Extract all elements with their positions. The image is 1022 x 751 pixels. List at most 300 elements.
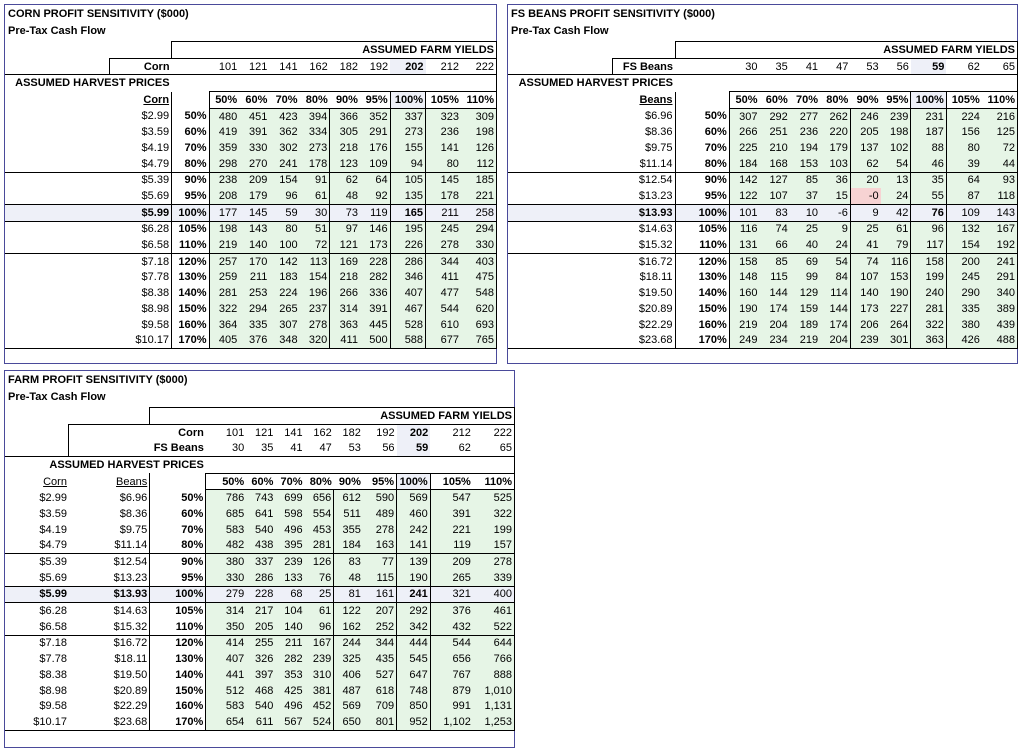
yield-value: 162	[305, 424, 334, 440]
profit-value: 225	[729, 140, 759, 156]
profit-value: 169	[330, 253, 360, 269]
profit-value: 278	[426, 237, 461, 253]
harvest-price: $5.39	[109, 172, 171, 188]
profit-value: 407	[206, 651, 246, 667]
profit-value: 115	[760, 270, 790, 286]
harvest-price: $3.59	[141, 126, 170, 139]
harvest-price: $19.50	[638, 287, 673, 300]
bean-harvest-price: $18.11	[114, 653, 148, 666]
blank-cell	[275, 457, 304, 474]
bean-harvest-price: $13.93	[69, 586, 150, 603]
profit-value: 265	[269, 301, 299, 317]
profit-value: 165	[390, 204, 425, 221]
prices-header-row	[508, 75, 1018, 92]
profit-value: 183	[269, 270, 299, 286]
profit-value: 400	[473, 586, 515, 603]
profit-value: 292	[760, 108, 790, 124]
profit-value: 350	[206, 619, 246, 635]
profit-value: 40	[790, 237, 820, 253]
profit-value: 208	[209, 188, 239, 204]
yield-pct-header: 100%	[397, 473, 431, 490]
yield-pct-header: 95%	[363, 473, 397, 490]
profit-value: 192	[982, 237, 1018, 253]
corn-harvest-price: $6.28	[5, 603, 69, 619]
profit-value: 612	[334, 490, 363, 506]
profit-value: 540	[246, 698, 275, 714]
profit-value: 39	[946, 156, 981, 172]
profit-value: 42	[881, 204, 911, 221]
profit-value: 241	[982, 253, 1018, 269]
profit-value: 107	[850, 270, 880, 286]
profit-value: 220	[820, 124, 850, 140]
table-row	[5, 506, 515, 522]
corn-harvest-price: $5.39	[5, 554, 69, 570]
profit-value: 190	[881, 285, 911, 301]
profit-value: 767	[430, 667, 473, 683]
yield-pct-header: 60%	[246, 473, 275, 490]
profit-value: 620	[461, 301, 497, 317]
profit-value: 389	[982, 301, 1018, 317]
yield-pct-header: 110%	[473, 473, 515, 490]
profit-value: 154	[269, 172, 299, 188]
bean-harvest-price: $23.68	[69, 714, 150, 730]
yield-value: 47	[305, 440, 334, 456]
corn-harvest-price: $3.59	[39, 507, 67, 520]
profit-value: 363	[911, 332, 946, 348]
profit-value: 83	[760, 204, 790, 221]
profit-value: 403	[461, 253, 497, 269]
profit-value: 66	[760, 237, 790, 253]
profit-value: 291	[360, 124, 390, 140]
profit-value: 228	[360, 253, 390, 269]
blank-cell	[109, 42, 171, 59]
profit-value: 101	[729, 204, 759, 221]
blank-cell	[5, 253, 109, 269]
profit-value: 125	[982, 124, 1018, 140]
profit-value: 298	[209, 156, 239, 172]
profit-value: 122	[334, 603, 363, 619]
assumed-yields-header: ASSUMED FARM YIELDS	[675, 42, 1018, 59]
profit-value: 330	[239, 140, 269, 156]
profit-value: 41	[850, 237, 880, 253]
blank-cell	[473, 457, 515, 474]
yield-value: 101	[206, 424, 246, 440]
profit-value: 141	[397, 538, 431, 554]
profit-value: 30	[300, 204, 330, 221]
yields-header-row	[5, 42, 497, 59]
profit-value: 131	[729, 237, 759, 253]
profit-value: 81	[334, 586, 363, 603]
blank-cell	[850, 75, 880, 92]
blank-cell	[5, 237, 109, 253]
profit-value: 339	[473, 570, 515, 586]
profit-value: 1,010	[473, 683, 515, 699]
profit-value: 322	[473, 506, 515, 522]
harvest-price: $6.28	[109, 221, 171, 237]
blank-cell	[206, 457, 246, 474]
yield-value: 62	[430, 440, 473, 456]
blank-cell	[150, 473, 206, 490]
profit-value: 219	[209, 237, 239, 253]
profit-value: 103	[820, 156, 850, 172]
profit-value: 153	[790, 156, 820, 172]
profit-value: 211	[239, 270, 269, 286]
yield-value: 121	[239, 58, 269, 75]
profit-value: 240	[911, 285, 946, 301]
profit-value: 245	[946, 270, 981, 286]
blank-cell	[508, 156, 612, 172]
corn-sensitivity-panel	[4, 4, 497, 364]
profit-value: 194	[790, 140, 820, 156]
harvest-price: $13.93	[612, 204, 675, 221]
profit-value: 157	[473, 538, 515, 554]
price-pct: 80%	[675, 156, 729, 172]
profit-value: 255	[246, 635, 275, 651]
profit-value: 226	[390, 237, 425, 253]
blank-cell	[508, 172, 612, 188]
price-pct: 60%	[675, 124, 729, 140]
profit-value: 142	[269, 253, 299, 269]
profit-value: 237	[300, 301, 330, 317]
profit-value: 336	[360, 285, 390, 301]
table-row	[5, 570, 515, 586]
table-row	[508, 124, 1018, 140]
profit-value: 270	[239, 156, 269, 172]
profit-value: 569	[334, 698, 363, 714]
profit-value: 286	[390, 253, 425, 269]
bean-yields-row	[5, 440, 515, 456]
farm-panel-title: FARM PROFIT SENSITIVITY ($000)	[8, 374, 188, 386]
profit-value: 135	[390, 188, 425, 204]
blank-cell	[790, 75, 820, 92]
price-pct: 130%	[675, 270, 729, 286]
profit-value: 253	[239, 285, 269, 301]
table-row	[5, 172, 497, 188]
blank-cell	[508, 42, 612, 59]
profit-value: 291	[982, 270, 1018, 286]
profit-value: 109	[946, 204, 981, 221]
price-pct: 100%	[150, 586, 206, 603]
profit-value: 132	[946, 221, 981, 237]
profit-value: 850	[397, 698, 431, 714]
profit-value: 656	[305, 490, 334, 506]
profit-value: 162	[334, 619, 363, 635]
table-row	[508, 285, 1018, 301]
profit-value: 610	[426, 317, 461, 333]
profit-value: 221	[461, 188, 497, 204]
yield-pct-header: 50%	[206, 473, 246, 490]
profit-value: 48	[330, 188, 360, 204]
profit-value: 179	[820, 140, 850, 156]
profit-value: 122	[729, 188, 759, 204]
profit-value: 158	[729, 253, 759, 269]
profit-value: 105	[390, 172, 425, 188]
profit-value: 323	[426, 108, 461, 124]
profit-value: 178	[300, 156, 330, 172]
profit-value: 96	[269, 188, 299, 204]
price-pct: 50%	[675, 108, 729, 124]
profit-value: 219	[729, 317, 759, 333]
profit-value: 217	[246, 603, 275, 619]
table-row	[5, 317, 497, 333]
blank-cell	[5, 408, 69, 425]
yield-value: 182	[330, 58, 360, 75]
profit-value: 185	[461, 172, 497, 188]
blank-cell	[390, 75, 425, 92]
blank-cell	[508, 58, 612, 75]
profit-value: 426	[946, 332, 981, 348]
profit-value: 184	[334, 538, 363, 554]
profit-value: 310	[305, 667, 334, 683]
profit-value: 84	[820, 270, 850, 286]
yield-pct-header: 90%	[330, 92, 360, 109]
yield-value: 101	[209, 58, 239, 75]
profit-value: 266	[330, 285, 360, 301]
profit-value: 87	[946, 188, 981, 204]
blank-cell	[5, 124, 109, 140]
yield-pct-header: 110%	[982, 92, 1018, 109]
table-row	[5, 651, 515, 667]
table-row	[5, 586, 515, 603]
profit-value: 355	[334, 522, 363, 538]
profit-value: 143	[239, 221, 269, 237]
table-row	[508, 108, 1018, 124]
price-pct: 150%	[675, 301, 729, 317]
price-pct: 70%	[172, 140, 209, 156]
profit-value: 511	[334, 506, 363, 522]
profit-value: 221	[430, 522, 473, 538]
yield-pct-header: 110%	[461, 92, 497, 109]
blank-cell	[508, 188, 612, 204]
profit-value: 102	[881, 140, 911, 156]
profit-value: 104	[275, 603, 304, 619]
profit-value: 25	[305, 586, 334, 603]
yields-values-row	[508, 58, 1018, 75]
profit-value: 407	[390, 285, 425, 301]
profit-value: 654	[206, 714, 246, 730]
profit-value: 196	[300, 285, 330, 301]
profit-value: 337	[246, 554, 275, 570]
price-pct: 105%	[172, 221, 209, 237]
price-pct: 105%	[675, 221, 729, 237]
price-pct: 90%	[150, 554, 206, 570]
profit-value: 242	[397, 522, 431, 538]
price-pct: 60%	[150, 506, 206, 522]
yields-values-row	[5, 58, 497, 75]
price-pct: 170%	[172, 332, 209, 348]
beans-sensitivity-table	[508, 41, 1018, 349]
table-row	[508, 172, 1018, 188]
profit-value: 590	[363, 490, 397, 506]
harvest-price: $8.38	[141, 287, 170, 300]
bean-harvest-price: $6.96	[119, 492, 148, 505]
profit-value: 525	[473, 490, 515, 506]
profit-value: 200	[946, 253, 981, 269]
blank-cell	[508, 140, 612, 156]
table-row	[5, 124, 497, 140]
profit-value: 167	[982, 221, 1018, 237]
profit-value: 547	[430, 490, 473, 506]
profit-value: 140	[275, 619, 304, 635]
profit-value: 118	[982, 188, 1018, 204]
profit-value: 335	[239, 317, 269, 333]
harvest-price: $18.11	[639, 271, 673, 284]
profit-value: 72	[300, 237, 330, 253]
yield-pct-header: 50%	[729, 92, 759, 109]
blank-cell	[508, 301, 612, 317]
harvest-price: $20.89	[638, 302, 673, 315]
profit-value: 540	[246, 522, 275, 538]
blank-cell	[426, 75, 461, 92]
profit-value: 177	[209, 204, 239, 221]
yield-value: 56	[881, 58, 911, 75]
bean-harvest-price: $22.29	[113, 700, 148, 713]
yield-pct-header: 100%	[911, 92, 946, 109]
blank-cell	[461, 75, 497, 92]
profit-value: 116	[729, 221, 759, 237]
table-row	[508, 140, 1018, 156]
blank-cell	[508, 332, 612, 348]
blank-cell	[363, 457, 397, 474]
table-row	[5, 698, 515, 714]
yield-value: 59	[397, 440, 431, 456]
profit-value: 281	[911, 301, 946, 317]
yield-pct-header: 60%	[239, 92, 269, 109]
profit-value: 432	[430, 619, 473, 635]
yield-value: 192	[363, 424, 397, 440]
blank-cell	[5, 204, 109, 221]
harvest-price: $6.96	[644, 110, 673, 123]
corn-price-column-label: Corn	[43, 475, 67, 488]
price-pct: 100%	[172, 204, 209, 221]
profit-value: 155	[390, 140, 425, 156]
profit-value: 218	[330, 140, 360, 156]
profit-value: 187	[911, 124, 946, 140]
blank-cell	[5, 172, 109, 188]
profit-value: 44	[982, 156, 1018, 172]
blank-cell	[305, 457, 334, 474]
profit-value: 344	[426, 253, 461, 269]
yield-value: 47	[820, 58, 850, 75]
profit-value: 62	[330, 172, 360, 188]
harvest-price: $9.58	[141, 318, 170, 331]
bean-harvest-price: $20.89	[113, 684, 148, 697]
profit-value: 173	[850, 301, 880, 317]
profit-value: 218	[330, 270, 360, 286]
profit-value: 92	[360, 188, 390, 204]
profit-value: 62	[850, 156, 880, 172]
profit-value: 273	[300, 140, 330, 156]
profit-value: 488	[982, 332, 1018, 348]
table-row	[5, 538, 515, 554]
blank-cell	[508, 204, 612, 221]
pct-header-row	[5, 92, 497, 109]
table-row	[508, 188, 1018, 204]
profit-value: 76	[911, 204, 946, 221]
profit-value: 482	[206, 538, 246, 554]
profit-value: 163	[363, 538, 397, 554]
table-row	[508, 156, 1018, 172]
profit-value: 528	[390, 317, 425, 333]
yield-value: 162	[300, 58, 330, 75]
profit-value: 80	[946, 140, 981, 156]
yield-pct-header: 105%	[430, 473, 473, 490]
prices-header-row	[5, 75, 497, 92]
profit-value: 64	[360, 172, 390, 188]
profit-value: 72	[982, 140, 1018, 156]
yields-header-row	[5, 408, 515, 425]
profit-value: 380	[946, 317, 981, 333]
bean-harvest-price: $15.32	[113, 620, 148, 633]
profit-value: 879	[430, 683, 473, 699]
profit-value: 198	[209, 221, 239, 237]
profit-value: 301	[881, 332, 911, 348]
blank-cell	[5, 301, 109, 317]
profit-value: 477	[426, 285, 461, 301]
profit-value: 179	[239, 188, 269, 204]
blank-cell	[5, 317, 109, 333]
table-row	[5, 635, 515, 651]
yield-value: 202	[390, 58, 425, 75]
blank-cell	[5, 188, 109, 204]
profit-value: 73	[330, 204, 360, 221]
profit-value: 227	[881, 301, 911, 317]
bean-harvest-price: $12.54	[69, 554, 150, 570]
blank-cell	[246, 457, 275, 474]
profit-value: 199	[911, 270, 946, 286]
profit-value: 445	[360, 317, 390, 333]
profit-value: 69	[790, 253, 820, 269]
profit-value: 173	[360, 237, 390, 253]
profit-value: 452	[305, 698, 334, 714]
blank-cell	[300, 75, 330, 92]
harvest-price: $13.23	[638, 190, 673, 203]
profit-value: 156	[946, 124, 981, 140]
table-row	[5, 285, 497, 301]
profit-value: 61	[305, 603, 334, 619]
profit-value: 588	[390, 332, 425, 348]
harvest-price: $23.68	[612, 332, 675, 348]
corn-harvest-price: $4.79	[39, 539, 67, 552]
blank-cell	[508, 285, 612, 301]
profit-value: 249	[729, 332, 759, 348]
corn-harvest-price: $5.99	[5, 586, 69, 603]
harvest-price: $8.98	[141, 302, 170, 315]
blank-cell	[172, 75, 209, 92]
blank-cell	[508, 317, 612, 333]
profit-value: -0	[850, 188, 880, 204]
profit-value: 321	[430, 586, 473, 603]
profit-value: 224	[946, 108, 981, 124]
profit-value: 161	[363, 586, 397, 603]
profit-value: 353	[275, 667, 304, 683]
profit-value: 991	[430, 698, 473, 714]
blank-cell	[239, 75, 269, 92]
table-row	[5, 667, 515, 683]
crop-label: Corn	[69, 424, 206, 440]
blank-cell	[5, 424, 69, 440]
profit-value: 475	[461, 270, 497, 286]
profit-value: 146	[360, 221, 390, 237]
profit-value: 496	[275, 698, 304, 714]
yield-pct-header: 100%	[390, 92, 425, 109]
profit-value: 693	[461, 317, 497, 333]
crop-label: FS Beans	[69, 440, 206, 456]
profit-value: 405	[209, 332, 239, 348]
profit-value: 209	[430, 554, 473, 570]
corn-panel-title: CORN PROFIT SENSITIVITY ($000)	[8, 8, 189, 20]
profit-value: 302	[269, 140, 299, 156]
